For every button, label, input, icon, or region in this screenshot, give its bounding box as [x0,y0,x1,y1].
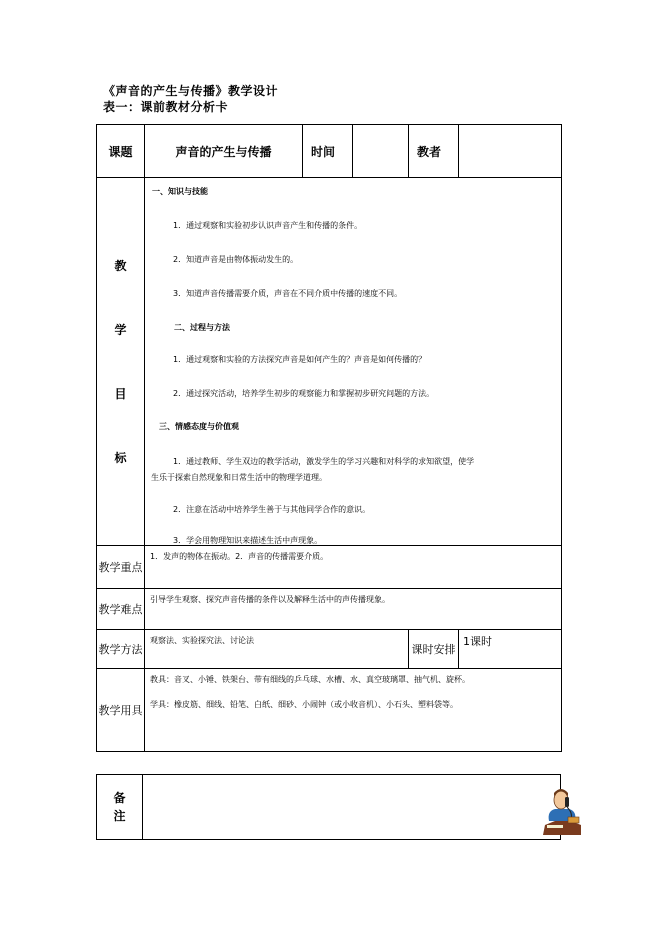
tools-student-line: 学具：橡皮筋、细线、铅笔、白纸、细砂、小闹钟（或小收音机）、小石头、塑料袋等。 [150,700,458,709]
hours-value: 1课时 [459,630,562,669]
goal-section-title: 一、知识与技能 [152,187,208,196]
tools-row [97,669,562,752]
goal-section-title: 三、情感态度与价值观 [159,422,239,431]
focus-text: 1．发声的物体在振动。2．声音的传播需要介质。 [145,546,562,589]
teacher-value [459,125,562,178]
document-title: 《声音的产生与传播》教学设计 [103,84,279,98]
difficulty-row [97,589,562,630]
goals-row [97,178,562,546]
header-row [97,125,562,178]
focus-row [97,546,562,589]
goal-item: 1．通过教师、学生双边的教学活动，激发学生的学习兴趣和对科学的求知欲望，使学 [173,457,475,466]
goal-item: 3．学会用物理知识来描述生活中声现象。 [173,536,323,545]
goal-item: 1．通过观察和实验的方法探究声音是如何产生的？声音是如何传播的？ [173,355,427,364]
goal-item: 2．知道声音是由物体振动发生的。 [173,255,299,264]
goal-item: 2．通过探究活动，培养学生初步的观察能力和掌握初步研究问题的方法。 [173,389,435,398]
method-text: 观察法、实验探究法、讨论法 [145,630,409,669]
notes-content [143,775,561,840]
focus-label: 教学重点 [97,546,145,589]
goal-item: 1．通过观察和实验初步认识声音产生和传播的条件。 [173,221,363,230]
person-on-phone-clipart-icon [541,787,583,837]
hours-label: 课时安排 [409,630,459,669]
goal-section-title: 二、过程与方法 [174,323,230,332]
analysis-table [96,124,562,752]
notes-label-char: 备 [113,791,126,805]
goal-item: 2．注意在活动中培养学生善于与其他同学合作的意识。 [173,505,371,514]
topic-label: 课题 [97,125,145,178]
table-title: 表一：课前教材分析卡 [103,100,229,114]
difficulty-text: 引导学生观察、探究声音传播的条件以及解释生活中的声传播现象。 [145,589,562,630]
difficulty-label: 教学难点 [97,589,145,630]
goal-item: 3．知道声音传播需要介质，声音在不同介质中传播的速度不同。 [173,289,403,298]
goals-label-char: 标 [114,450,127,465]
notes-label-char: 注 [113,809,126,823]
teacher-label: 教者 [409,125,459,178]
tools-teacher-line: 教具：音叉、小锤、铁架台、带有细线的乒乓球、水槽、水、真空玻璃罩、抽气机、旋杯。 [150,675,470,684]
notes-label [97,775,143,840]
topic-value: 声音的产生与传播 [145,125,303,178]
method-row [97,630,562,669]
tools-label: 教学用具 [97,669,145,752]
tools-content [145,669,562,752]
goals-label [97,178,145,546]
goals-label-char: 教 [114,258,127,273]
goal-item: 生乐于探索自然现象和日常生活中的物理学道理。 [151,473,327,482]
goals-label-char: 目 [114,386,127,401]
notes-table [96,774,561,840]
goals-content [145,178,562,546]
method-label: 教学方法 [97,630,145,669]
time-label: 时间 [303,125,353,178]
goals-label-char: 学 [114,322,127,337]
time-value [353,125,409,178]
